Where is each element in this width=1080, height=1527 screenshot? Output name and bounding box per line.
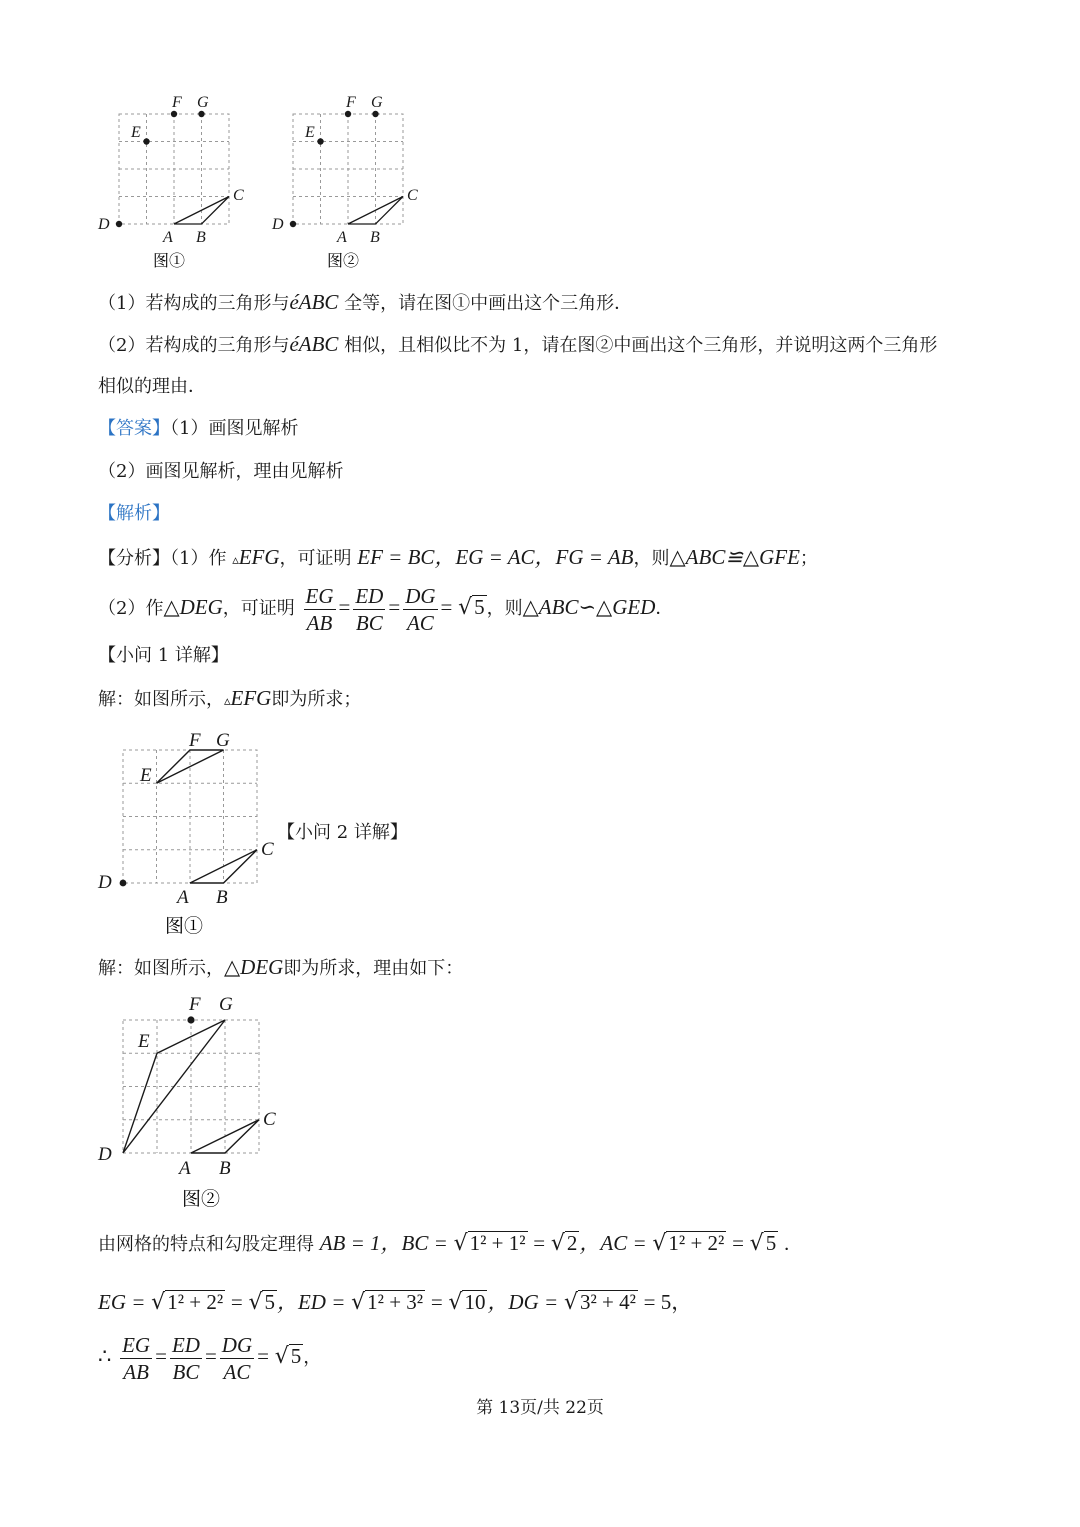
label-b: B (370, 229, 380, 246)
label-a: A (179, 1158, 191, 1179)
fraction-eg-ab: $\frac{EG}{AB}$ (122, 1332, 151, 1384)
sub1-solution: 解：如图所示，▵EFG即为所求； (98, 686, 362, 710)
label-c: C (263, 1109, 276, 1130)
figure-caption-1: 图① (153, 253, 186, 270)
sub1-title: 【小问 1 详解】 (98, 645, 229, 666)
label-e: E (140, 765, 152, 786)
label-g: G (216, 730, 230, 751)
figure-caption-2: 图② (327, 253, 360, 270)
answer-line-2: （2）画图见解析，理由见解析 (98, 461, 344, 482)
solution-figure-1 (95, 725, 285, 940)
triangle-abc: éABC (289, 332, 339, 356)
figure-caption-1: 图① (165, 916, 204, 937)
label-d: D (98, 1144, 112, 1165)
label-g: G (219, 994, 233, 1015)
label-b: B (219, 1158, 231, 1179)
label-b: B (196, 229, 206, 246)
fraction-ed-bc: $\frac{ED}{BC}$ (355, 583, 384, 635)
fraction-ed-bc: $\frac{ED}{BC}$ (171, 1332, 200, 1384)
label-f: F (189, 994, 201, 1015)
fraction-dg-ac: $\frac{DG}{AC}$ (221, 1332, 253, 1384)
label-e: E (138, 1031, 150, 1052)
label-f: F (172, 94, 182, 111)
fraction-dg-ac: $\frac{DG}{AC}$ (405, 583, 436, 635)
grid-figure-2 (269, 90, 429, 275)
label-d: D (98, 872, 112, 893)
proof-line-2: EG = √1² + 2² = √5，ED = √1² + 3² = √10，DG = √3² + 4² = 5， (98, 1290, 693, 1315)
question-2: （2）若构成的三角形与éABC 相似，且相似比不为 1，请在图②中画出这个三角形，并说明这两个三角形 (98, 332, 938, 356)
similarity: △ABC∽△GED (522, 595, 656, 619)
equalities: EF = BC，EG = AC，FG = AB (357, 545, 634, 569)
label-b: B (216, 887, 228, 908)
solution-figure-2 (95, 990, 290, 1215)
analysis-tag: 【解析】 (98, 503, 170, 524)
analysis-line-1: 【分析】（1）作 ▵EFG，可证明 EF = BC，EG = AC，FG = AB，则△ABC≌△GFE； (98, 545, 818, 569)
label-g: G (197, 94, 209, 111)
answer-line-1: 【答案】（1）画图见解析 (98, 418, 299, 439)
triangle-abc: éABC (289, 290, 339, 314)
proof-line-1: 由网格的特点和勾股定理得 AB = 1，BC = √1² + 1² = √2，AC = √1² + 2² = √5 ． (98, 1231, 802, 1256)
congruence: △ABC≌△GFE (669, 545, 800, 569)
label-d: D (98, 216, 110, 233)
fraction-eg-ab: $\frac{EG}{AB}$ (305, 583, 334, 635)
label-f: F (189, 730, 201, 751)
label-c: C (233, 187, 244, 204)
grid-figure-1 (95, 90, 255, 275)
label-a: A (177, 887, 189, 908)
question-1: （1）若构成的三角形与éABC 全等，请在图①中画出这个三角形． (98, 290, 633, 314)
sub2-title: 【小问 2 详解】 (277, 822, 408, 843)
analysis-line-2: （2）作△DEG，可证明 $\frac{EG}{AB}$ = $\frac{ED}{BC}$ = $\frac{DG}{AC}$ = √5 ，则△ABC∽△GED． (98, 583, 674, 635)
label-e: E (131, 124, 141, 141)
label-c: C (261, 839, 274, 860)
page-footer: 第 13页/共 22页 (476, 1398, 604, 1418)
label-a: A (337, 229, 347, 246)
proof-line-3: ∴ $\frac{EG}{AB}$ = $\frac{ED}{BC}$ = $\frac{DG}{AC}$ = √5 ， (98, 1332, 322, 1384)
label-d: D (272, 216, 284, 233)
label-f: F (346, 94, 356, 111)
sub2-solution: 解：如图所示，△DEG即为所求，理由如下： (98, 955, 464, 979)
label-e: E (305, 124, 315, 141)
label-c: C (407, 187, 418, 204)
figure-caption-2: 图② (182, 1189, 221, 1210)
label-a: A (163, 229, 173, 246)
answer-tag: 【答案】 (98, 418, 170, 439)
question-2-cont: 相似的理由． (98, 376, 206, 397)
label-g: G (371, 94, 383, 111)
